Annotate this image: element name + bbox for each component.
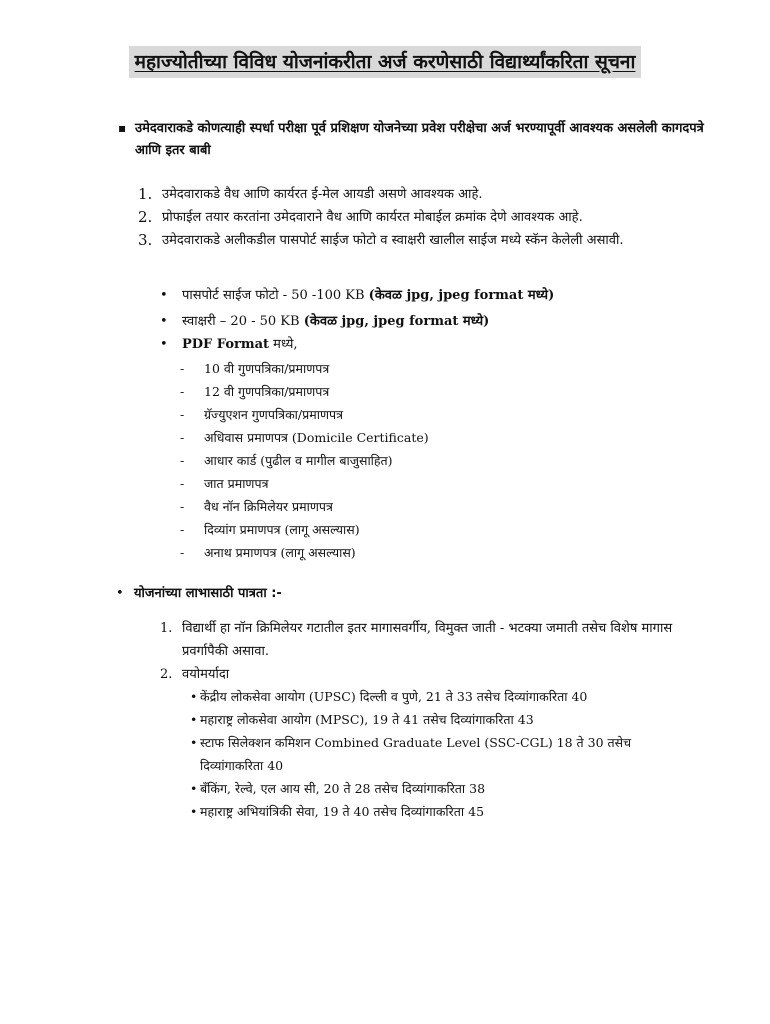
age-limit-text: महाराष्ट्र अभियांत्रिकी सेवा, 19 ते 40 तसेच दिव्यांगाकरिता 45	[200, 804, 485, 819]
section-documents	[118, 118, 718, 162]
bullet-icon: •	[190, 781, 198, 796]
signature-format-note: (केवळ jpg, jpeg format मध्ये)	[303, 314, 490, 329]
list-item	[138, 206, 698, 229]
list-number: 1.	[160, 621, 173, 636]
bullet-icon: •	[190, 689, 198, 704]
list-number: 3.	[138, 231, 153, 249]
dash-marker: -	[180, 430, 185, 445]
document-name: अधिवास प्रमाणपत्र (Domicile Certificate)	[204, 430, 429, 445]
bullet-icon: •	[160, 314, 168, 329]
page-title: महाज्योतीच्या विविध योजनांकरीता अर्ज करणेसाठी विद्यार्थ्यांकरिता सूचना	[129, 46, 642, 78]
document-name: 12 वी गुणपत्रिका/प्रमाणपत्र	[204, 384, 330, 399]
age-limit-item	[190, 731, 690, 777]
list-item	[138, 183, 698, 206]
document-item	[180, 495, 680, 518]
photo-format-note: (केवळ jpg, jpeg format मध्ये)	[368, 288, 555, 303]
pdf-format-text: मध्ये,	[269, 337, 298, 352]
title-wrap	[0, 46, 770, 78]
dash-marker: -	[180, 407, 185, 422]
list-item-text: वयोमर्यादा	[182, 667, 230, 682]
age-limit-item	[190, 800, 690, 823]
signature-size-item	[160, 310, 720, 333]
age-limit-item	[190, 777, 690, 800]
document-name: दिव्यांग प्रमाणपत्र (लागू असल्यास)	[204, 522, 360, 537]
document-item	[180, 472, 680, 495]
dash-marker: -	[180, 361, 185, 376]
age-limit-text: केंद्रीय लोकसेवा आयोग (UPSC) दिल्ली व पुणे, 21 ते 33 तसेच दिव्यांगाकरिता 40	[200, 689, 588, 704]
photo-size-text: पासपोर्ट साईज फोटो - 50 -100 KB	[182, 288, 369, 303]
document-item	[180, 357, 680, 380]
document-name: 10 वी गुणपत्रिका/प्रमाणपत्र	[204, 361, 330, 376]
list-number: 2.	[138, 208, 153, 226]
eligibility-list	[160, 617, 680, 686]
document-item	[180, 449, 680, 472]
list-item	[138, 229, 698, 252]
list-item	[160, 617, 680, 663]
bullet-icon: •	[190, 735, 198, 750]
bullet-icon: •	[190, 712, 198, 727]
requirements-list	[138, 183, 698, 252]
list-number: 2.	[160, 667, 173, 682]
section-eligibility-heading: योजनांच्या लाभासाठी पात्रता :-	[134, 586, 282, 601]
documents-list	[180, 357, 680, 564]
document-item	[180, 541, 680, 564]
dash-marker: -	[180, 545, 185, 560]
pdf-format-item	[160, 333, 720, 356]
document-item	[180, 426, 680, 449]
dash-marker: -	[180, 522, 185, 537]
list-item-text: उमेदवाराकडे अलीकडील पासपोर्ट साईज फोटो व स्वाक्षरी खालील साईज मध्ये स्कॅन केलेली असावी.	[162, 233, 624, 248]
document-item	[180, 518, 680, 541]
section-documents-heading: उमेदवाराकडे कोणत्याही स्पर्धा परीक्षा पूर्व प्रशिक्षण योजनेच्या प्रवेश परीक्षेचा अर्ज भरण्यापूर्वी आवश्यक असलेली कागदपत्रे आणि इतर बाबी	[135, 121, 704, 158]
dash-marker: -	[180, 384, 185, 399]
age-limit-text: महाराष्ट्र लोकसेवा आयोग (MPSC), 19 ते 41 तसेच दिव्यांगाकरिता 43	[200, 712, 534, 727]
bullet-icon: •	[116, 586, 124, 601]
age-limit-item	[190, 708, 690, 731]
list-item	[160, 663, 680, 686]
document-name: वैध नॉन क्रिमिलेयर प्रमाणपत्र	[204, 499, 333, 514]
square-bullet-icon: ▪	[118, 121, 127, 135]
document-name: अनाथ प्रमाणपत्र (लागू असल्यास)	[204, 545, 356, 560]
list-item-text: प्रोफाईल तयार करतांना उमेदवाराने वैध आणि कार्यरत मोबाईल क्रमांक देणे आवश्यक आहे.	[162, 210, 583, 225]
list-number: 1.	[138, 185, 153, 203]
list-item-text: उमेदवाराकडे वैध आणि कार्यरत ई-मेल आयडी असणे आवश्यक आहे.	[162, 187, 483, 202]
photo-size-item	[160, 284, 720, 307]
age-limit-text: बँकिंग, रेल्वे, एल आय सी, 20 ते 28 तसेच दिव्यांगाकरिता 38	[200, 781, 486, 796]
pdf-format-label: PDF Format	[182, 337, 270, 352]
dash-marker: -	[180, 476, 185, 491]
dash-marker: -	[180, 453, 185, 468]
signature-size-text: स्वाक्षरी – 20 - 50 KB	[182, 314, 304, 329]
list-item-text: विद्यार्थी हा नॉन क्रिमिलेयर गटातील इतर मागासवर्गीय, विमुक्त जाती - भटक्या जमाती तसेच विशेष मागास प्रवर्गापैकी असावा.	[182, 621, 673, 659]
age-limits-list	[190, 685, 690, 823]
age-limit-item	[190, 685, 690, 708]
age-limit-text: स्टाफ सिलेक्शन कमिशन Combined Graduate Level (SSC-CGL) 18 ते 30 तसेच दिव्यांगाकरिता 40	[200, 735, 632, 773]
bullet-icon: •	[190, 804, 198, 819]
document-item	[180, 403, 680, 426]
dash-marker: -	[180, 499, 185, 514]
document-name: ग्रॅज्युएशन गुणपत्रिका/प्रमाणपत्र	[204, 407, 343, 422]
document-name: जात प्रमाणपत्र	[204, 476, 269, 491]
bullet-icon: •	[160, 288, 168, 303]
section-eligibility	[116, 583, 282, 605]
document-name: आधार कार्ड (पुढील व मागील बाजुसाहित)	[204, 453, 393, 468]
document-item	[180, 380, 680, 403]
bullet-icon: •	[160, 337, 168, 352]
